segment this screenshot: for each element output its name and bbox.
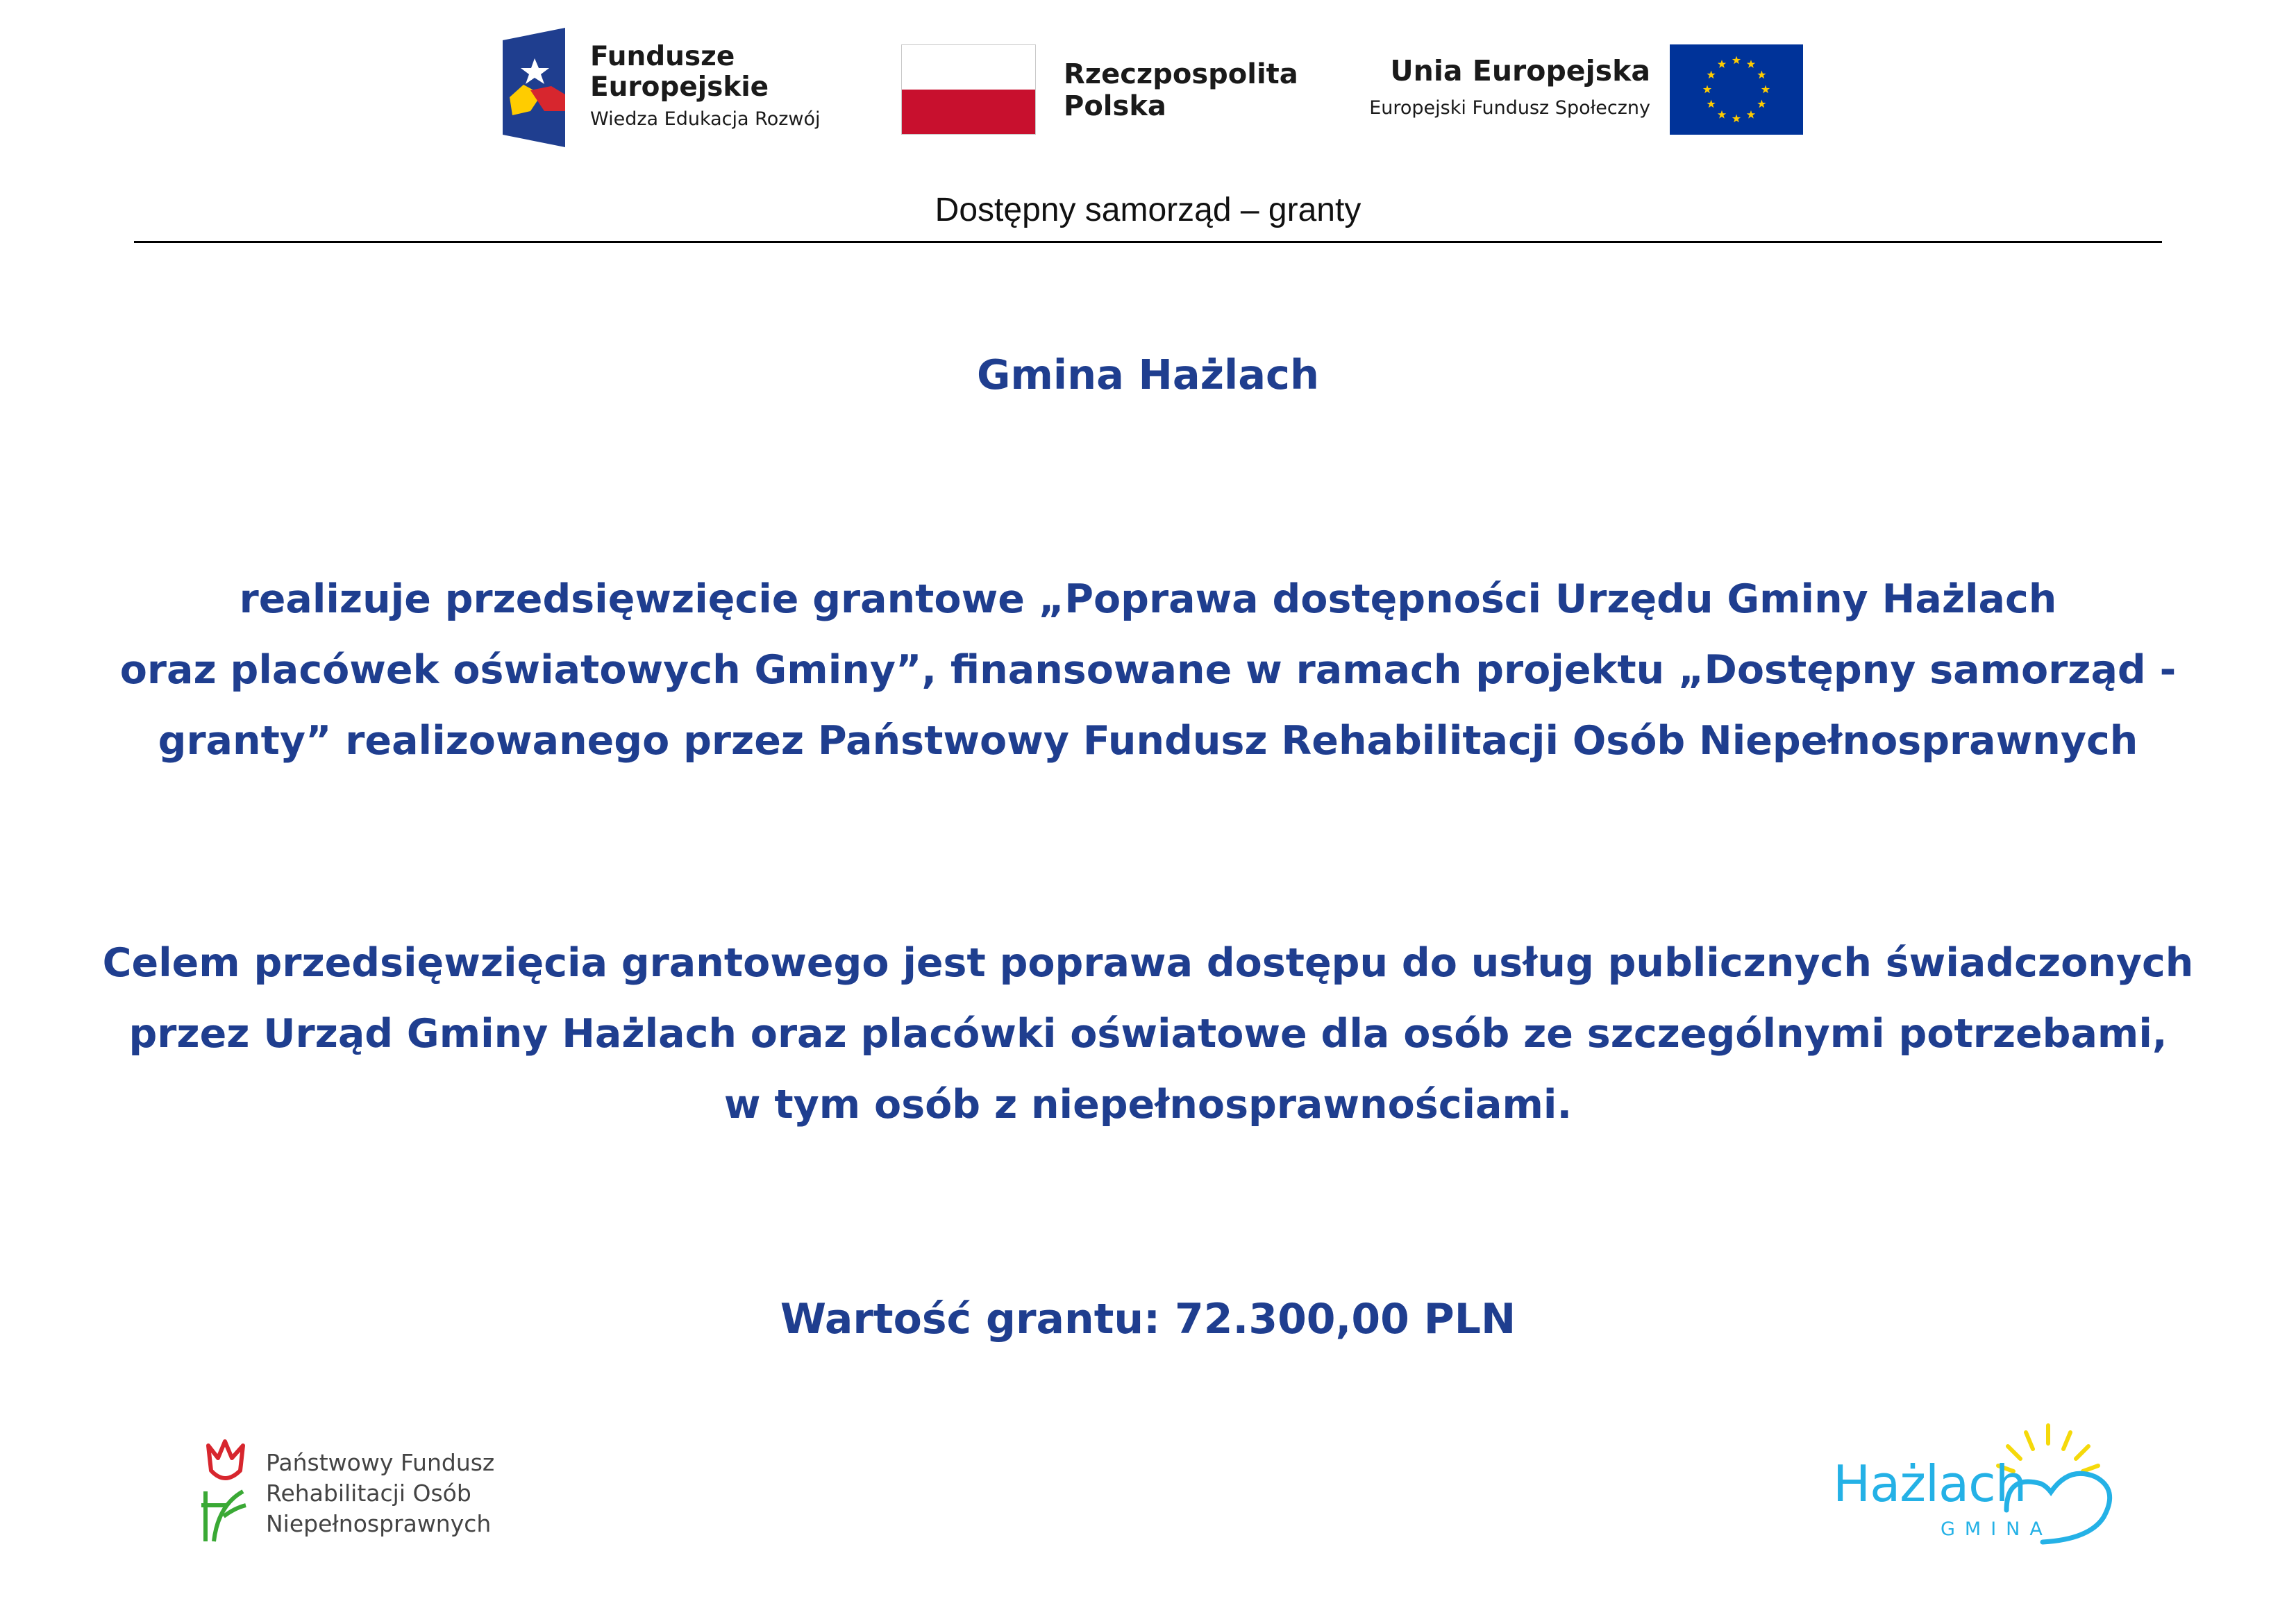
rzeczpospolita-line1: Rzeczpospolita: [1064, 58, 1298, 90]
unia-subtitle: Europejski Fundusz Społeczny: [1369, 97, 1650, 119]
pfron-line3: Niepełnosprawnych: [266, 1510, 492, 1537]
header-divider: [134, 241, 2162, 243]
goal-paragraph-line: przez Urząd Gminy Hażlach oraz placówki oświatowe dla osób ze szczególnymi potrzebami,: [128, 1011, 2168, 1057]
grant-paragraph: [0, 564, 2296, 776]
fundusze-subtitle: Wiedza Edukacja Rozwój: [590, 108, 821, 130]
grant-paragraph-line: granty” realizowanego przez Państwowy Fundusz Rehabilitacji Osób Niepełnosprawnych: [158, 718, 2138, 764]
pfron-line1: Państwowy Fundusz: [266, 1449, 495, 1476]
grant-paragraph-line: oraz placówek oświatowych Gminy”, finansowane w ramach projektu „Dostępny samorząd -: [119, 647, 2177, 693]
hazlach-logo-gmina: GMINA: [1941, 1518, 2052, 1540]
fundusze-europejskie-logo: [503, 28, 565, 147]
hazlach-logo-word: Hażlach: [1833, 1455, 2027, 1513]
goal-paragraph: [0, 928, 2296, 1140]
unia-title: Unia Europejska: [1390, 54, 1650, 87]
gmina-title: Gmina Hażlach: [976, 351, 1320, 399]
fundusze-line2: Europejskie: [590, 72, 769, 103]
pfron-line2: Rehabilitacji Osób: [266, 1480, 471, 1507]
fundusze-line1: Fundusze: [590, 41, 735, 72]
rzeczpospolita-name: [1064, 58, 1298, 122]
eu-flag: [1670, 44, 1803, 135]
fundusze-name: [590, 42, 769, 103]
pfron-tulip-logo: [200, 1439, 255, 1550]
grant-paragraph-line: realizuje przedsięwzięcie grantowe „Poprawa dostępności Urzędu Gminy Hażlach: [239, 576, 2057, 622]
polish-flag: [901, 44, 1036, 135]
goal-paragraph-line: w tym osób z niepełnosprawnościami.: [723, 1082, 1573, 1128]
project-line: Dostępny samorząd – granty: [935, 192, 1361, 228]
pfron-name: [266, 1448, 494, 1539]
rzeczpospolita-line2: Polska: [1064, 90, 1166, 122]
grant-value: Wartość grantu: 72.300,00 PLN: [780, 1295, 1516, 1343]
goal-paragraph-line: Celem przedsięwzięcia grantowego jest poprawa dostępu do usług publicznych świadczonych: [102, 940, 2194, 986]
